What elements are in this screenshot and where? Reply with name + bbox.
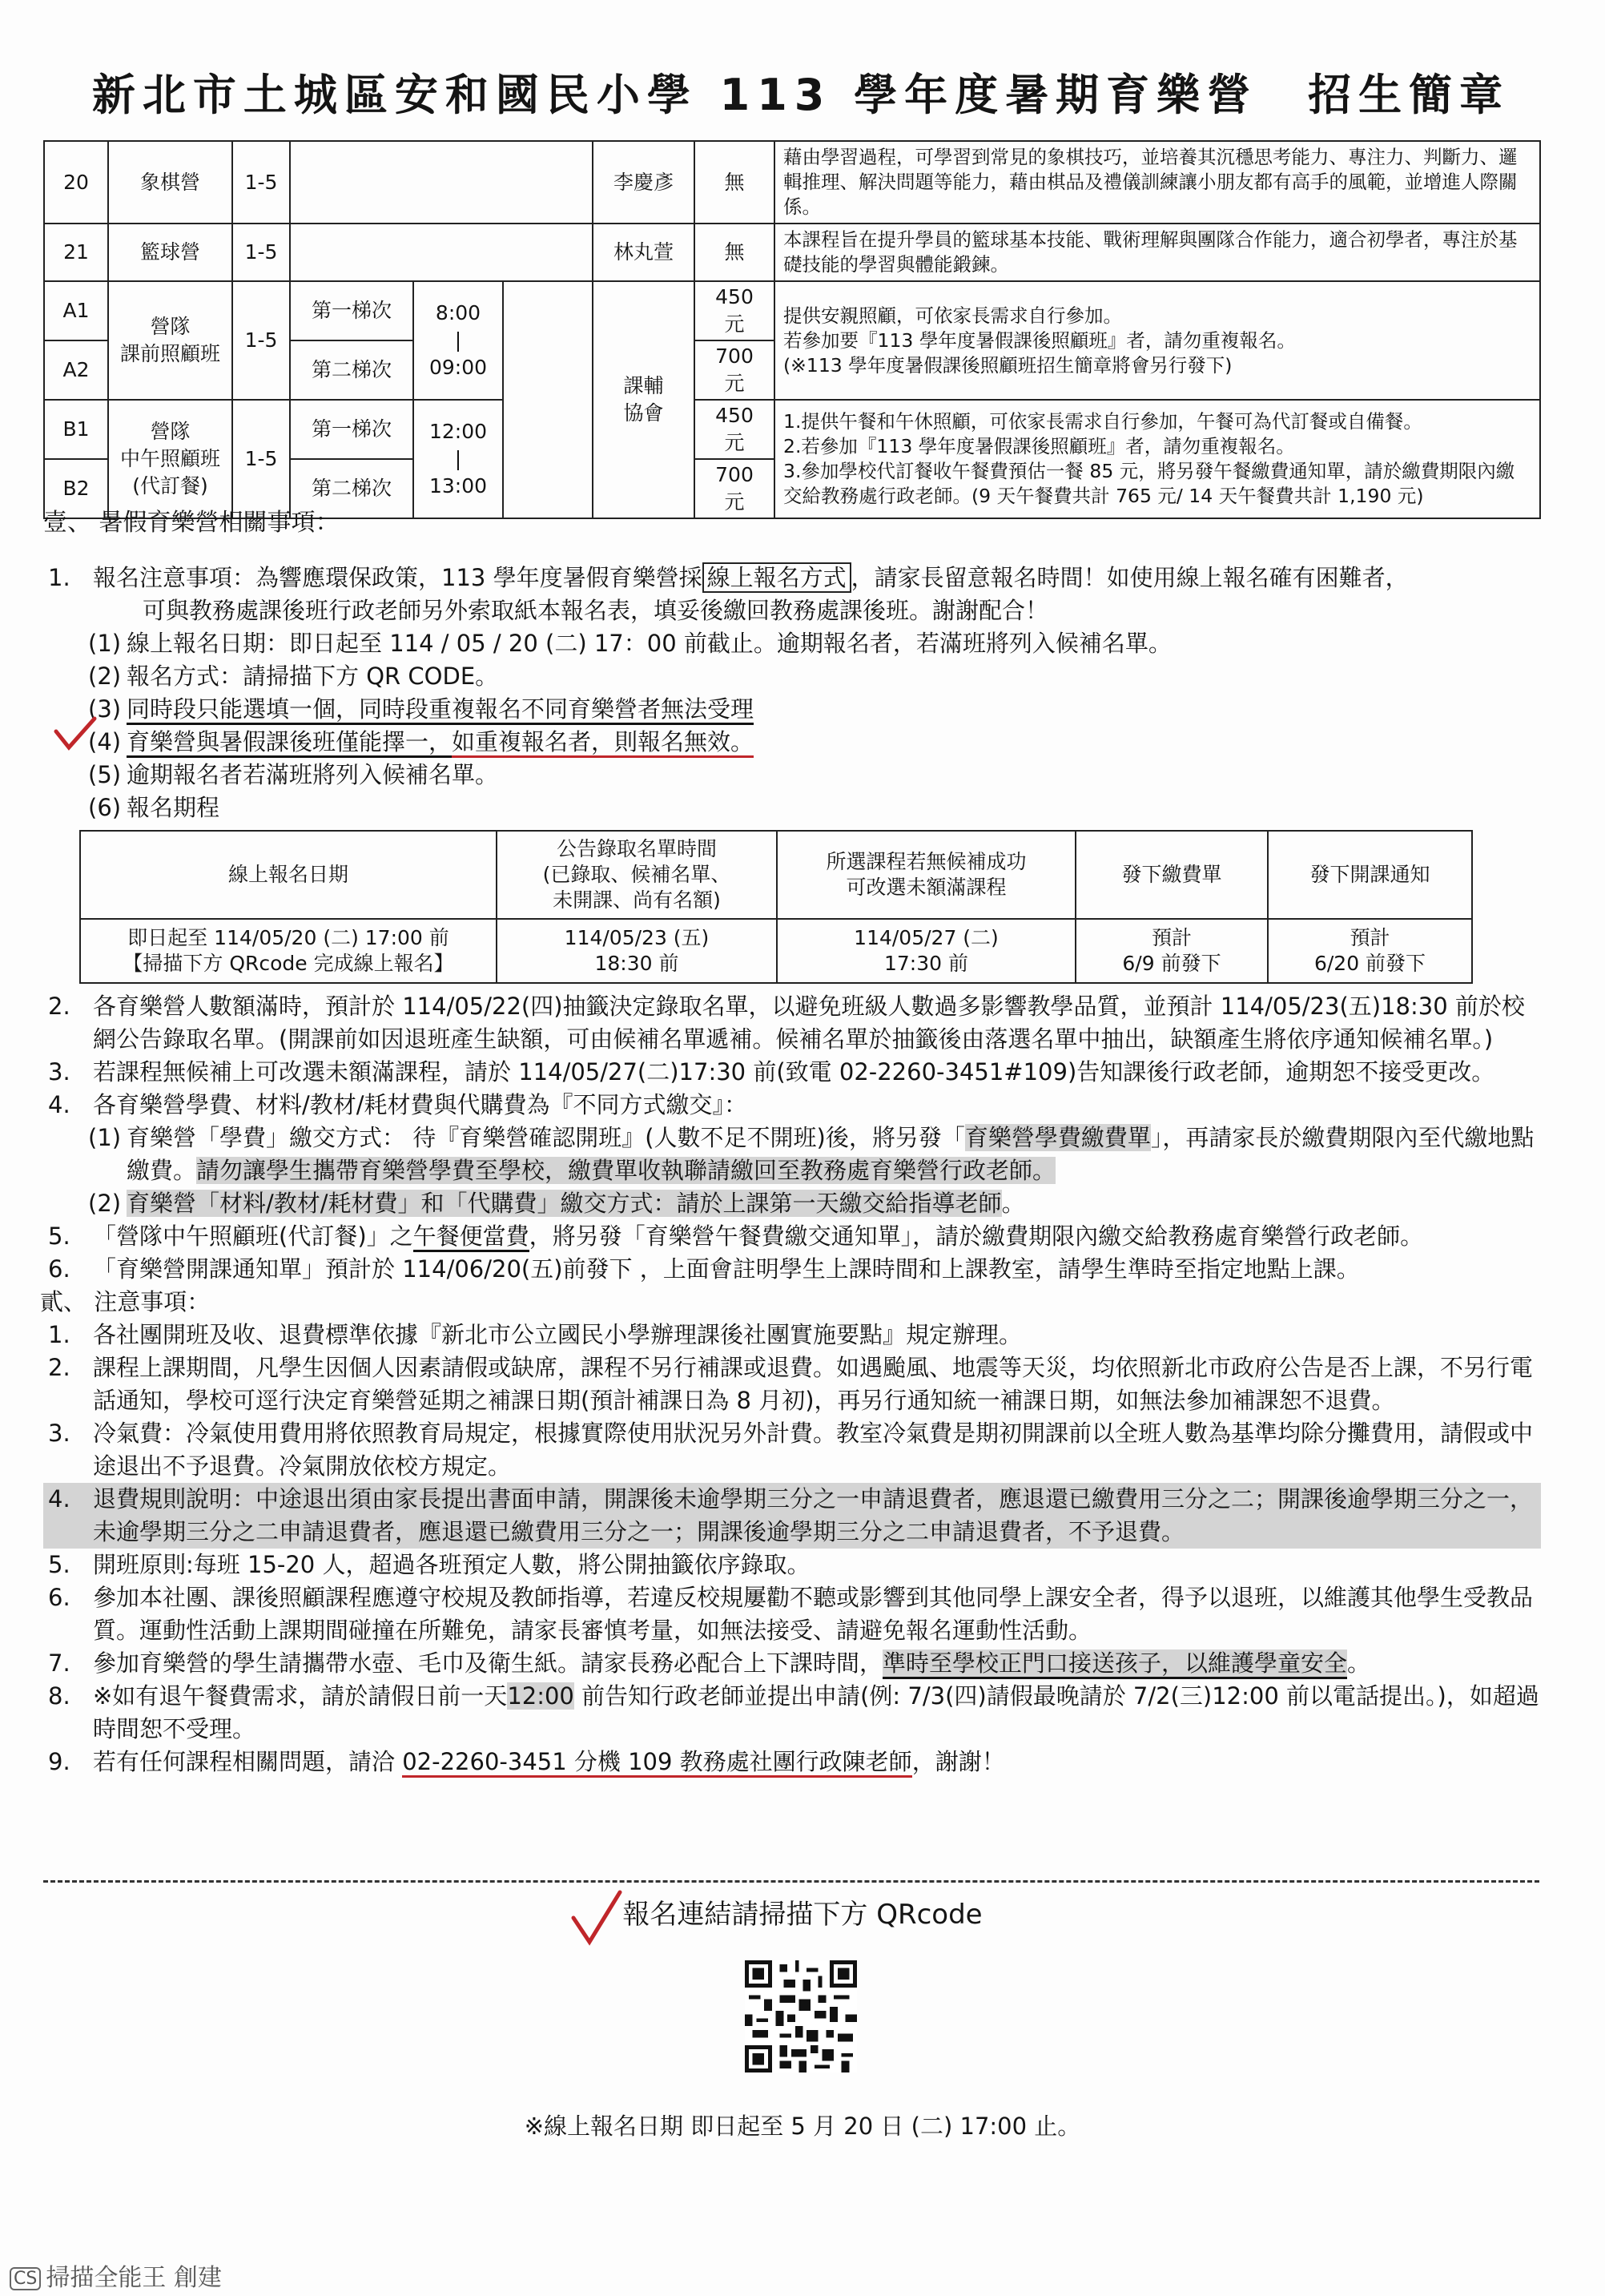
schedule-header: 公告錄取名單時間 (已錄取、候補名單、 未開課、尚有名額) xyxy=(497,831,777,919)
camscanner-icon: CS xyxy=(10,2267,41,2290)
list-item: 5. 開班原則:每班 15-20 人，超過各班預定人數，將公開抽籤依序錄取。 xyxy=(48,1551,811,1578)
list-item: 2. 課程上課期間，凡學生因個人因素請假或缺席，課程不另行補課或退費。如遇颱風、地震等天災，均依照新北市政府公告是否上課，不另行電話通知，學校可逕行決定育樂營延期之補課日期(預計補課日為 8 月初)，再另行通知統一補課日期，如無法參加補課恕不退費。 xyxy=(48,1354,1534,1414)
qr-label: 報名連結請掃描下方 QRcode xyxy=(622,1899,983,1931)
list-item: 1. 報名注意事項：為響應環保政策，113 學年度暑假育樂營採 線上報名方式 ，請家長留意報名時間！如使用線上報名確有困難者， 可與教務處課後班行政老師另外索取紙本報名表，填妥後繳回教務處課後班。謝謝配合！ xyxy=(48,564,1409,624)
list-item: (2) 育樂營「材料/教材/耗材費」和「代購費」繳交方式：請於上課第一天繳交給指導老師。 xyxy=(88,1190,1025,1217)
table-row xyxy=(44,281,1540,340)
course-table xyxy=(43,140,1541,519)
course-fee: 無 xyxy=(694,141,774,224)
schedule-table xyxy=(79,830,1473,984)
list-item: 4. 各育樂營學費、材料/教材/耗材費與代購費為『不同方式繳交』： xyxy=(48,1091,748,1118)
course-grade: 1-5 xyxy=(232,141,290,224)
course-no: A2 xyxy=(44,340,108,400)
table-row xyxy=(80,919,1472,983)
course-time: 12:00 | 13:00 xyxy=(413,400,503,518)
course-desc: 本課程旨在提升學員的籃球基本技能、戰術理解與團隊合作能力，適合初學者，專注於基礎技能的學習與體能鍛鍊。 xyxy=(774,224,1540,281)
schedule-header: 所選課程若無候補成功 可改選未額滿課程 xyxy=(777,831,1076,919)
section-1-items xyxy=(43,562,1541,824)
course-name: 營隊 課前照顧班 xyxy=(108,281,232,400)
schedule-cell: 預計 6/20 前發下 xyxy=(1268,919,1472,983)
course-desc: 提供安親照顧，可依家長需求自行參加。 若參加要『113 學年度暑假課後照顧班』者，請勿重複報名。 (※113 學年度暑假課後照顧班招生簡章將會另行發下) xyxy=(774,281,1540,400)
list-item: 6. 參加本社團、課後照顧課程應遵守校規及教師指導，若違反校規屢勸不聽或影響到其他同學上課安全者，得予以退班，以維護其他學生受教品質。運動性活動上課期間碰撞在所難免，請家長審慎考量，如無法接受、請避免報名運動性活動。 xyxy=(48,1584,1534,1644)
course-name: 籃球營 xyxy=(108,224,232,281)
schedule-header: 發下開課通知 xyxy=(1268,831,1472,919)
course-no: B2 xyxy=(44,459,108,518)
section-heading: 壹、 暑假育樂營相關事項： xyxy=(43,509,340,537)
list-item: 9. 若有任何課程相關問題，請洽 02-2260-3451 分機 109 教務處社團行政陳老師，謝謝！ xyxy=(43,1746,1541,1778)
course-fee: 450 元 xyxy=(694,281,774,340)
course-fee: 700 元 xyxy=(694,459,774,518)
list-item: (1) 線上報名日期：即日起至 114 / 05 / 20 (二) 17：00 前截止。逾期報名者，若滿班將列入候補名單。 xyxy=(88,630,1172,657)
list-item: 2. 各育樂營人數額滿時，預計於 114/05/22(四)抽籤決定錄取名單，以避免班級人數過多影響教學品質，並預計 114/05/23(五)18:30 前於校網公告錄取名單。(開課前如因退班產生缺額，可由候補名單遞補。候補名單於抽籤後由落選名單中抽出，缺額產生將依序通知候補名單。) xyxy=(48,993,1525,1053)
list-item: 3. 若課程無候補上可改選未額滿課程，請於 114/05/27(二)17:30 前(致電 02-2260-3451#109)告知課後行政老師，逾期恕不接受更改。 xyxy=(48,1058,1495,1086)
course-no: 20 xyxy=(44,141,108,224)
list-item: 7. 參加育樂營的學生請攜帶水壺、毛巾及衛生紙。請家長務必配合上下課時間，準時至學校正門口接送孩子，以維護學童安全。 xyxy=(43,1647,1541,1680)
course-name: 象棋營 xyxy=(108,141,232,224)
table-row xyxy=(44,141,1540,224)
schedule-cell: 即日起至 114/05/20 (二) 17:00 前 【掃描下方 QRcode 完成線上報名】 xyxy=(80,919,497,983)
list-item: (3) 同時段只能選填一個，同時段重複報名不同育樂營者無法受理 xyxy=(43,693,1541,726)
course-fee: 450 元 xyxy=(694,400,774,459)
course-time: 8:00 | 09:00 xyxy=(413,281,503,400)
course-teacher: 課輔 協會 xyxy=(593,281,694,518)
course-grade: 1-5 xyxy=(232,281,290,400)
course-grade: 1-5 xyxy=(232,400,290,518)
table-row xyxy=(44,224,1540,281)
list-item: 8. ※如有退午餐費需求，請於請假日前一天12:00 前告知行政老師並提出申請(例: 7/3(四)請假最晚請於 7/2(三)12:00 前以電話提出。)，如超過時間恕不受理。 xyxy=(48,1682,1539,1742)
list-item: (2) 報名方式：請掃描下方 QR CODE。 xyxy=(88,663,499,690)
schedule-header: 線上報名日期 xyxy=(80,831,497,919)
schedule-cell: 114/05/23 (五) 18:30 前 xyxy=(497,919,777,983)
qr-code-icon[interactable] xyxy=(745,1960,857,2072)
course-grade: 1-5 xyxy=(232,224,290,281)
dashed-divider xyxy=(43,1880,1539,1883)
schedule-cell: 114/05/27 (二) 17:30 前 xyxy=(777,919,1076,983)
watermark: CS 掃描全能王 創建 xyxy=(10,2258,222,2293)
list-item: (4) 育樂營與暑假課後班僅能擇一，如重複報名者，則報名無效。 xyxy=(43,726,1541,759)
page-title: 新北市土城區安和國民小學 113 學年度暑期育樂營 招生簡章 xyxy=(91,70,1510,120)
list-item: 3. 冷氣費：冷氣使用費用將依照教育局規定，根據實際使用狀況另外計費。教室冷氣費是期初開課前以全班人數為基準均除分攤費用，請假或中途退出不予退費。冷氣開放依校方規定。 xyxy=(48,1420,1534,1480)
batch-label: 第二梯次 xyxy=(290,340,413,400)
list-item: 5. 「營隊中午照顧班(代訂餐)」之午餐便當費，將另發「育樂營午餐費繳交通知單」，請於繳費期限內繳交給教務處育樂營行政老師。 xyxy=(43,1220,1541,1253)
course-no: A1 xyxy=(44,281,108,340)
course-teacher: 李慶彥 xyxy=(593,141,694,224)
table-row xyxy=(80,831,1472,919)
course-no: 21 xyxy=(44,224,108,281)
list-item: (5) 逾期報名者若滿班將列入候補名單。 xyxy=(88,761,499,788)
batch-label: 第一梯次 xyxy=(290,400,413,459)
course-desc: 1.提供午餐和午休照顧，可依家長需求自行參加，午餐可為代訂餐或自備餐。 2.若參加『113 學年度暑假課後照顧班』者，請勿重複報名。 3.參加學校代訂餐收午餐費預估一餐 85 元，將另發午餐繳費通知單，請於繳費期限內繳交給教務處行政老師。(9 天午餐費共計 765 元/ 14 天午餐費共計 1,190 元) xyxy=(774,400,1540,518)
course-no: B1 xyxy=(44,400,108,459)
batch-label: 第一梯次 xyxy=(290,281,413,340)
batch-label: 第二梯次 xyxy=(290,459,413,518)
list-item: 4. 退費規則說明：中途退出須由家長提出書面申請，開課後未逾學期三分之一申請退費者，應退還已繳費用三分之二；開課後逾學期三分之一，未逾學期三分之二申請退費者，應退還已繳費用三分之一；開課後逾學期三分之二申請退費者，不予退費。 xyxy=(43,1483,1541,1549)
footer-note: ※線上報名日期 即日起至 5 月 20 日 (二) 17:00 止。 xyxy=(524,2113,1081,2140)
list-item: 1. 各社團開班及收、退費標準依據『新北市公立國民小學辦理課後社團實施要點』規定辦理。 xyxy=(48,1321,1023,1348)
course-desc: 藉由學習過程，可學習到常見的象棋技巧，並培養其沉穩思考能力、專注力、判斷力、邏輯推理、解決問題等能力，藉由棋品及禮儀訓練讓小朋友都有高手的風範，並增進人際關係。 xyxy=(774,141,1540,224)
list-item: 6. 「育樂營開課通知單」預計於 114/06/20(五)前發下 ，上面會註明學生上課時間和上課教室，請學生準時至指定地點上課。 xyxy=(48,1255,1360,1283)
course-teacher: 林丸萱 xyxy=(593,224,694,281)
check-mark-icon xyxy=(53,715,98,752)
boxed-text: 線上報名方式 xyxy=(702,562,851,593)
list-item: (6) 報名期程 xyxy=(88,794,220,821)
schedule-header: 發下繳費單 xyxy=(1076,831,1268,919)
table-row xyxy=(44,400,1540,459)
section-1-items-cont xyxy=(40,990,1541,1778)
course-fee: 無 xyxy=(694,224,774,281)
list-item: (1) 育樂營「學費」繳交方式： 待『育樂營確認開班』(人數不足不開班)後，將另發「育樂營學費繳費單」，再請家長於繳費期限內至代繳地點繳費。請勿讓學生攜帶育樂營學費至學校，繳費單收執聯請繳回至教務處育樂營行政老師。 xyxy=(88,1124,1535,1184)
section-heading: 貳、 注意事項： xyxy=(40,1288,211,1315)
course-fee: 700 元 xyxy=(694,340,774,400)
course-name: 營隊 中午照顧班 (代訂餐) xyxy=(108,400,232,518)
schedule-cell: 預計 6/9 前發下 xyxy=(1076,919,1268,983)
